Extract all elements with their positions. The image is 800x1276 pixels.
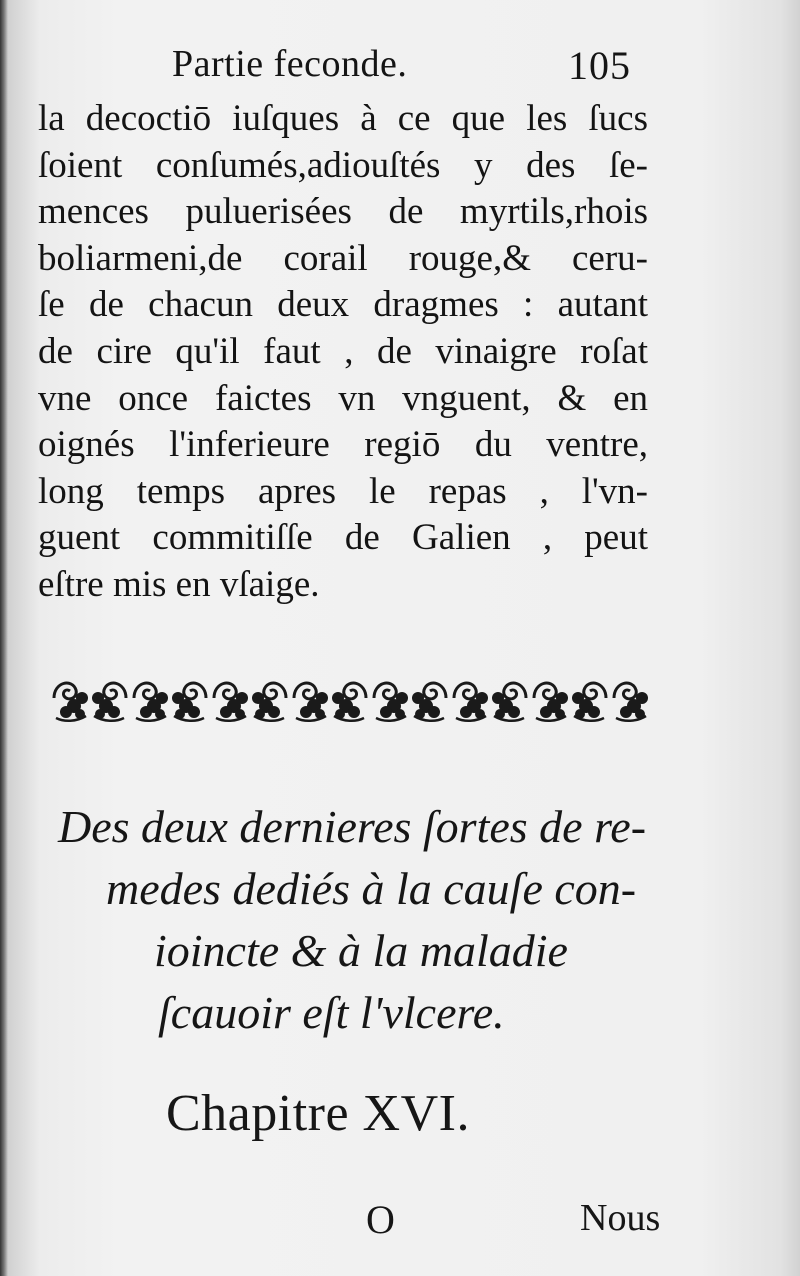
text-line: guent commitiſſe de Galien , peut	[38, 517, 648, 559]
page-number: 105	[568, 43, 631, 88]
fleuron-unit-icon	[492, 683, 526, 721]
fleuron-band-icon	[50, 668, 650, 728]
fleuron-unit-icon	[172, 683, 206, 721]
fleuron-unit-icon	[294, 683, 328, 721]
fleuron-unit-icon	[454, 683, 488, 721]
text-line: ſoient conſumés,adiouſtés y des ſe-	[38, 144, 648, 186]
fleuron-unit-icon	[54, 683, 88, 721]
fleuron-unit-icon	[572, 683, 606, 721]
heading-line: Des deux dernieres ſortes de re-	[58, 801, 647, 852]
fleuron-unit-icon	[92, 683, 126, 721]
fleuron-unit-icon	[134, 683, 168, 721]
section-heading	[58, 796, 658, 1044]
fleuron-unit-icon	[534, 683, 568, 721]
heading-line: ſcauoir eſt l'vlcere.	[158, 987, 505, 1038]
text-line: ſe de chacun deux dragmes : autant	[38, 284, 648, 326]
fleuron-unit-icon	[412, 683, 446, 721]
chapter-title: Chapitre XVI.	[166, 1085, 470, 1142]
heading-line: ioincte & à la maladie	[154, 925, 568, 976]
page-header	[0, 38, 800, 98]
text-line: mences puluerisées de myrtils,rhois	[38, 191, 648, 233]
text-line: eſtre mis en vſaige.	[38, 563, 320, 605]
text-line: oignés l'inferieure regiō du ventre,	[38, 424, 648, 466]
text-line: long temps apres le repas , l'vn-	[38, 470, 648, 512]
fleuron-unit-icon	[332, 683, 366, 721]
fleuron-unit-icon	[252, 683, 286, 721]
text-line: de cire qu'il faut , de vinaigre roſat	[38, 330, 648, 372]
heading-line: medes dediés à la cauſe con-	[106, 863, 637, 914]
catchword: Nous	[580, 1197, 661, 1239]
text-line: boliarmeni,de corail rouge,& ceru-	[38, 237, 648, 279]
fleuron-unit-icon	[374, 683, 408, 721]
body-paragraph	[38, 96, 648, 609]
running-head: Partie feconde.	[172, 43, 408, 85]
signature-mark: O	[366, 1197, 395, 1242]
page-gutter-shadow	[0, 0, 8, 1276]
text-line: vne once faictes vn vnguent, & en	[38, 377, 648, 419]
text-line: la decoctiō iuſques à ce que les ſucs	[38, 98, 648, 139]
fleuron-unit-icon	[214, 683, 248, 721]
fleuron-unit-icon	[614, 683, 648, 721]
